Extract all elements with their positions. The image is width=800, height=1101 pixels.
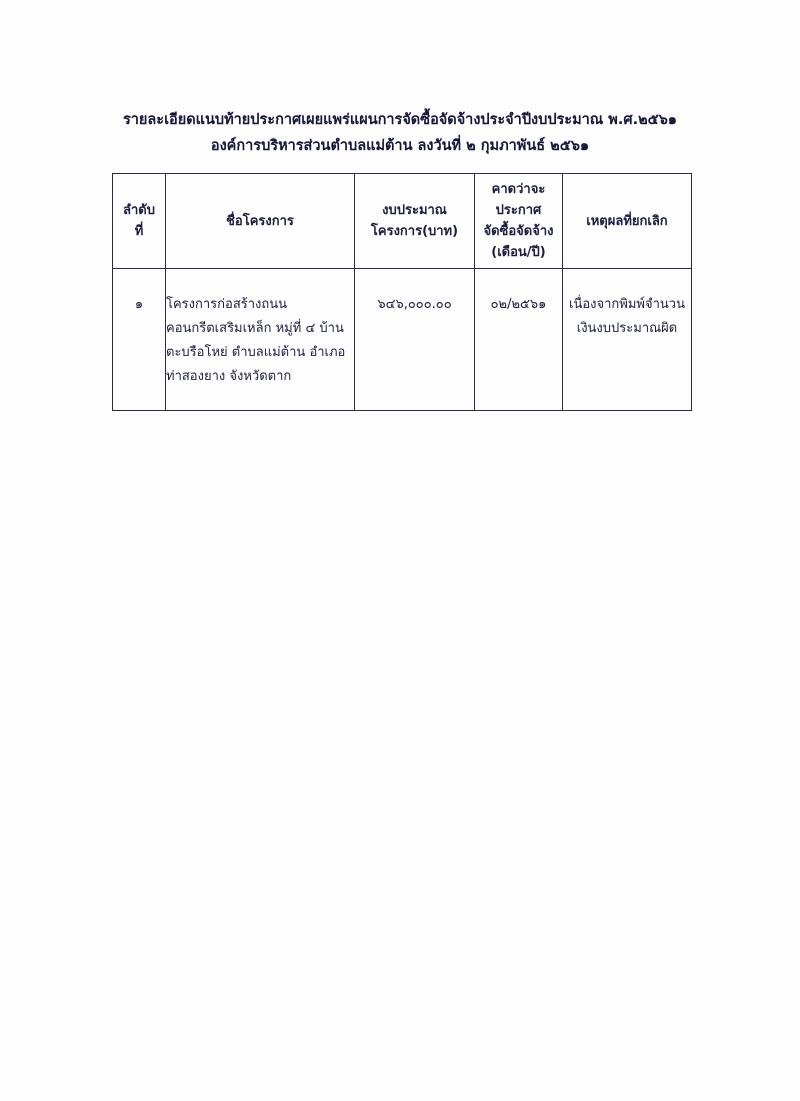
header-cancel-reason: เหตุผลที่ยกเลิก [563,174,692,269]
cell-expected-date: ๐๒/๒๕๖๑ [475,269,563,411]
header-expected-date: คาดว่าจะ ประกาศ จัดซื้อจัดจ้าง (เดือน/ปี) [475,174,563,269]
document-title: รายละเอียดแนบท้ายประกาศเผยแพร่แผนการจัดซื้อจัดจ้างประจำปีงบประมาณ พ.ศ.๒๕๖๑ [122,112,678,128]
procurement-table [112,173,692,411]
header-sequence: ลำดับ ที่ [113,174,166,269]
cell-sequence: ๑ [113,269,166,411]
cell-cancel-reason: เนื่องจากพิมพ์จำนวนเงินงบประมาณผิด [563,269,692,411]
table-row [113,269,692,411]
header-project-name: ชื่อโครงการ [166,174,355,269]
cell-budget: ๖๔๖,๐๐๐.๐๐ [355,269,475,411]
document-subtitle: องค์การบริหารส่วนตำบลแม่ต้าน ลงวันที่ ๒ กุมภาพันธ์ ๒๕๖๑ [210,138,590,154]
header-budget: งบประมาณ โครงการ(บาท) [355,174,475,269]
table-header-row [113,174,692,269]
cell-project-name: โครงการก่อสร้างถนนคอนกรีตเสริมเหล็ก หมู่ที่ ๔ บ้านตะบรือโหย่ ตำบลแม่ต้าน อำเภอท่าสองยาง จังหวัดตาก [166,269,355,411]
